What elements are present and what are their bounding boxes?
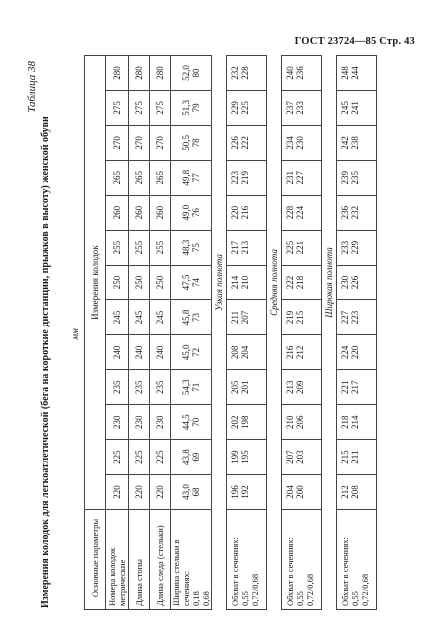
cell: 245 [150, 300, 171, 335]
cell-value: 224 [340, 345, 350, 360]
cell-value: 228 [285, 205, 295, 220]
cell [227, 335, 267, 370]
cell-value: 210 [240, 275, 250, 290]
cell [171, 265, 212, 300]
cell-value: 204 [240, 345, 250, 360]
cell: 220 [129, 475, 150, 510]
cell-value: 218 [295, 275, 305, 290]
cell [337, 335, 377, 370]
blank [322, 510, 337, 610]
label-sub2: 0,72/0,68 [305, 573, 315, 606]
cell-value: 226 [230, 136, 240, 150]
cell-value: 198 [240, 415, 250, 429]
cell: 250 [106, 265, 129, 300]
cell [337, 265, 377, 300]
cell [337, 230, 377, 265]
cell: 235 [129, 370, 150, 405]
row-label [282, 510, 322, 610]
cell [171, 440, 212, 475]
cell-value: 44,5 [181, 414, 191, 431]
cell [227, 265, 267, 300]
cell-value: 207 [240, 310, 250, 325]
cell-value: 248 [340, 66, 350, 80]
table-number: Таблица 38 [26, 61, 38, 113]
cell: 225 [106, 440, 129, 475]
cell [227, 440, 267, 475]
row-foot_length [129, 56, 150, 610]
label-main: Обхват в сечениях: [285, 537, 295, 606]
cell [171, 230, 212, 265]
cell-value: 239 [340, 171, 350, 185]
cell [282, 265, 322, 300]
cell-value: 75 [191, 243, 201, 253]
cell [337, 475, 377, 510]
cell [282, 440, 322, 475]
cell-value: 201 [240, 380, 250, 395]
cell [171, 125, 212, 160]
cell-value: 236 [295, 66, 305, 80]
cell: 250 [129, 265, 150, 300]
cell-value: 216 [240, 205, 250, 220]
cell: 220 [106, 475, 129, 510]
cell: 235 [106, 370, 129, 405]
cell-value: 196 [230, 485, 240, 499]
cell-value: 236 [340, 205, 350, 220]
cell-value: 233 [295, 101, 305, 115]
cell: 275 [150, 90, 171, 125]
cell-value: 232 [230, 66, 240, 80]
cell: 265 [129, 160, 150, 195]
cell-value: 221 [295, 240, 305, 255]
cell-value: 49,8 [181, 169, 191, 186]
cell-value: 70 [191, 417, 201, 427]
cell [282, 335, 322, 370]
cell: 240 [106, 335, 129, 370]
cell-value: 229 [230, 101, 240, 115]
cell: 270 [150, 125, 171, 160]
cell [337, 440, 377, 475]
cell: 220 [150, 475, 171, 510]
cell-value: 225 [240, 101, 250, 115]
cell [227, 56, 267, 91]
cell-value: 230 [340, 275, 350, 290]
label-main: Обхват в сечениях: [230, 537, 240, 606]
section-name: Широкая полнота [324, 247, 334, 318]
cell-value: 219 [240, 171, 250, 185]
cell-value: 195 [240, 450, 250, 464]
cell: 240 [129, 335, 150, 370]
row-track_length [150, 56, 171, 610]
section-header [212, 56, 227, 610]
cell-value: 214 [230, 275, 240, 290]
cell [171, 405, 212, 440]
cell-value: 215 [340, 450, 350, 464]
cell-value: 209 [295, 380, 305, 395]
cell-value: 238 [350, 136, 360, 150]
cell: 240 [150, 335, 171, 370]
cell-value: 199 [230, 450, 240, 464]
label-main: Обхват в сечениях: [340, 537, 350, 606]
rotated-table-block [24, 55, 417, 610]
label-sub1: 0,55 [240, 591, 250, 606]
cell-value: 224 [295, 205, 305, 220]
cell-value: 192 [240, 485, 250, 499]
cell-value: 212 [295, 345, 305, 360]
label-sub1: 0,55 [295, 591, 305, 606]
measurements-table [84, 55, 377, 610]
cell-value: 213 [240, 240, 250, 255]
cell: 230 [150, 405, 171, 440]
param-header: Основные параметры [85, 510, 106, 610]
label-main: Ширина стельки в сечениях: [171, 539, 191, 606]
page-header: ГОСТ 23724—85 Стр. 43 [294, 36, 415, 47]
section-header [267, 56, 282, 610]
cell [171, 300, 212, 335]
cell [337, 195, 377, 230]
cell [171, 90, 212, 125]
cell-value: 71 [191, 382, 201, 392]
cell-value: 222 [240, 136, 250, 150]
cell-value: 208 [230, 345, 240, 360]
blank [212, 510, 227, 610]
cell-value: 43,8 [181, 449, 191, 465]
cell-value: 74 [191, 278, 201, 288]
cell-value: 241 [350, 101, 360, 115]
cell [337, 300, 377, 335]
row-label: Длина стопы [129, 510, 150, 610]
label-sub2: 0,72/0,68 [360, 573, 370, 606]
cell: 255 [106, 230, 129, 265]
cell: 270 [106, 125, 129, 160]
cell-value: 216 [285, 345, 295, 360]
cell-value: 48,3 [181, 239, 191, 256]
cell-value: 54,3 [181, 379, 191, 396]
cell-value: 72 [191, 347, 201, 357]
label-sub2: 0,72/0,68 [250, 573, 260, 606]
cell [337, 90, 377, 125]
cell-value: 49,0 [181, 204, 191, 221]
cell-value: 80 [191, 68, 201, 78]
cell: 260 [106, 195, 129, 230]
cell [337, 370, 377, 405]
cell [171, 475, 212, 510]
cell [227, 160, 267, 195]
cell-value: 77 [191, 173, 201, 183]
cell [282, 230, 322, 265]
cell-value: 45,0 [181, 344, 191, 361]
cell [171, 160, 212, 195]
cell: 275 [129, 90, 150, 125]
cell [282, 195, 322, 230]
girth-row [227, 56, 267, 610]
row-label [337, 510, 377, 610]
cell: 280 [129, 56, 150, 91]
cell: 230 [129, 405, 150, 440]
cell [337, 125, 377, 160]
cell-value: 76 [191, 208, 201, 218]
cell-value: 203 [295, 450, 305, 464]
cell [282, 370, 322, 405]
cell-value: 204 [285, 485, 295, 499]
label-sub1: 0,55 [350, 591, 360, 606]
section-name: Средняя полнота [269, 249, 279, 316]
cell-value: 223 [230, 171, 240, 185]
cell: 245 [106, 300, 129, 335]
cell-value: 220 [230, 205, 240, 220]
cell-value: 211 [350, 450, 360, 464]
cell-value: 45,8 [181, 309, 191, 326]
cell-value: 229 [350, 240, 360, 255]
cell-value: 233 [340, 240, 350, 255]
cell-value: 215 [295, 310, 305, 325]
row-label [227, 510, 267, 610]
cell: 280 [106, 56, 129, 91]
cell-value: 200 [295, 485, 305, 499]
measure-header: Измерения колодок [85, 56, 106, 510]
cell: 275 [106, 90, 129, 125]
cell-value: 43,0 [181, 484, 191, 500]
table-title: Измерения колодок для легкоатлетической (бега на короткие дистанции, прыжков в высоту) женской обуви [40, 116, 51, 608]
cell-value: 51,3 [181, 100, 191, 116]
cell [171, 195, 212, 230]
cell [227, 195, 267, 230]
cell [282, 475, 322, 510]
cell-value: 225 [285, 240, 295, 255]
cell [282, 405, 322, 440]
row-insole-width [171, 56, 212, 610]
cell: 265 [106, 160, 129, 195]
cell-value: 208 [350, 485, 360, 499]
cell-value: 79 [191, 103, 201, 113]
cell [171, 370, 212, 405]
cell-value: 227 [340, 310, 350, 325]
cell-value: 228 [240, 66, 250, 80]
blank [267, 510, 282, 610]
cell-value: 220 [350, 345, 360, 360]
cell-value: 73 [191, 312, 201, 322]
cell-value: 230 [295, 136, 305, 150]
cell: 245 [129, 300, 150, 335]
cell-value: 232 [350, 205, 360, 220]
cell: 230 [106, 405, 129, 440]
cell-value: 207 [285, 450, 295, 464]
cell-value: 245 [340, 101, 350, 115]
cell [227, 370, 267, 405]
row-number [106, 56, 129, 610]
cell-value: 213 [285, 380, 295, 395]
cell [227, 475, 267, 510]
cell-value: 69 [191, 452, 201, 462]
cell-value: 218 [340, 415, 350, 429]
cell-value: 68 [191, 487, 201, 497]
cell [171, 56, 212, 91]
cell [227, 90, 267, 125]
cell-value: 78 [191, 138, 201, 148]
cell-value: 234 [285, 136, 295, 150]
girth-row [282, 56, 322, 610]
cell [171, 335, 212, 370]
cell-value: 223 [350, 310, 360, 325]
cell-value: 211 [230, 310, 240, 325]
cell-value: 212 [340, 485, 350, 499]
cell-value: 202 [230, 415, 240, 429]
cell [227, 230, 267, 265]
cell [282, 125, 322, 160]
cell-value: 210 [285, 415, 295, 429]
cell: 255 [129, 230, 150, 265]
cell: 225 [150, 440, 171, 475]
cell [282, 56, 322, 91]
cell [282, 90, 322, 125]
cell [282, 160, 322, 195]
cell-value: 244 [350, 66, 360, 80]
section-name: Узкая полнота [214, 254, 224, 311]
cell: 265 [150, 160, 171, 195]
cell-value: 219 [285, 310, 295, 325]
cell [337, 405, 377, 440]
label-sub1: 0,18 [191, 591, 201, 606]
cell [337, 160, 377, 195]
cell-value: 47,5 [181, 274, 191, 291]
row-label: Номера колодок метрические [106, 510, 129, 610]
cell: 280 [150, 56, 171, 91]
cell: 250 [150, 265, 171, 300]
cell-value: 222 [285, 275, 295, 290]
section-header [322, 56, 337, 610]
cell: 260 [129, 195, 150, 230]
cell-value: 227 [295, 171, 305, 185]
cell: 260 [150, 195, 171, 230]
cell-value: 242 [340, 136, 350, 150]
cell-value: 205 [230, 380, 240, 395]
cell-value: 50,5 [181, 134, 191, 151]
cell: 235 [150, 370, 171, 405]
cell-value: 240 [285, 66, 295, 80]
cell-value: 235 [350, 171, 360, 185]
cell-value: 226 [350, 275, 360, 290]
cell-value: 237 [285, 101, 295, 115]
cell-value: 214 [350, 415, 360, 429]
cell-value: 217 [350, 380, 360, 395]
cell-value: 221 [340, 380, 350, 395]
cell-value: 206 [295, 415, 305, 429]
cell [227, 125, 267, 160]
cell: 225 [129, 440, 150, 475]
cell-value: 217 [230, 240, 240, 255]
cell-value: 52,0 [181, 65, 191, 81]
cell: 270 [129, 125, 150, 160]
row-label [171, 510, 212, 610]
header-row [85, 56, 106, 610]
girth-row [337, 56, 377, 610]
cell [227, 405, 267, 440]
row-label: Длина следа (стельки) [150, 510, 171, 610]
cell [227, 300, 267, 335]
cell [337, 56, 377, 91]
label-sub2: 0,68 [201, 591, 211, 606]
cell: 255 [150, 230, 171, 265]
unit-label: мм [70, 328, 80, 340]
cell [282, 300, 322, 335]
cell-value: 231 [285, 171, 295, 185]
